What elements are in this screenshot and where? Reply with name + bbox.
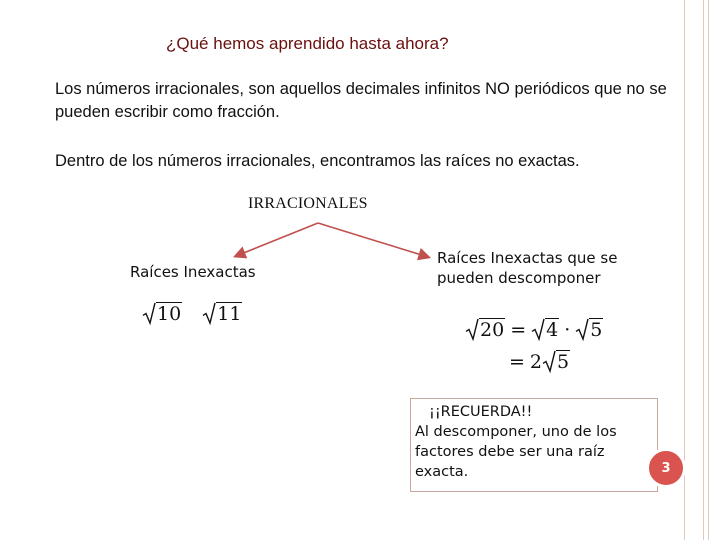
reminder-heading: ¡¡RECUERDA!! bbox=[429, 404, 533, 420]
radicand-20: 20 bbox=[480, 319, 505, 341]
radicand-5-result: 5 bbox=[557, 351, 570, 373]
right-branch-label-line1: Raíces Inexactas que se bbox=[437, 249, 618, 267]
right-branch-label bbox=[437, 248, 617, 288]
equation-line-1 bbox=[465, 318, 603, 341]
radicand-10: 10 bbox=[157, 303, 182, 325]
sqrt-5-result bbox=[542, 350, 570, 373]
right-branch-label-line2: pueden descomponer bbox=[437, 269, 601, 287]
equals-sign-2: = bbox=[509, 351, 525, 373]
left-branch-label: Raíces Inexactas bbox=[130, 263, 256, 281]
paragraph-roots: Dentro de los números irracionales, encontramos las raíces no exactas. bbox=[55, 152, 580, 170]
coefficient: 2 bbox=[529, 351, 543, 373]
reminder-text: Al descomponer, uno de los factores debe ser una raíz exacta. bbox=[415, 424, 617, 480]
slide-title: ¿Qué hemos aprendido hasta ahora? bbox=[166, 34, 449, 53]
radicand-5: 5 bbox=[590, 319, 603, 341]
dot-operator: · bbox=[564, 319, 571, 341]
center-label: IRRACIONALES bbox=[248, 195, 368, 212]
radicand-4: 4 bbox=[546, 319, 559, 341]
page-number-badge: 3 bbox=[646, 448, 686, 488]
equation-line-2 bbox=[504, 350, 570, 373]
sqrt-20 bbox=[465, 318, 505, 341]
paragraph-definition: Los números irracionales, son aquellos decimales infinitos NO periódicos que no se pueden escribir como fracción. bbox=[55, 80, 667, 121]
sqrt-5 bbox=[575, 318, 603, 341]
equals-sign: = bbox=[510, 319, 527, 341]
sqrt-4 bbox=[531, 318, 559, 341]
radicand-11: 11 bbox=[217, 303, 242, 325]
inexact-roots bbox=[142, 302, 256, 325]
sqrt-10 bbox=[142, 302, 182, 325]
sqrt-11 bbox=[202, 302, 242, 325]
reminder-box bbox=[410, 398, 658, 492]
arrow-right bbox=[318, 223, 428, 257]
arrow-left bbox=[236, 223, 318, 256]
